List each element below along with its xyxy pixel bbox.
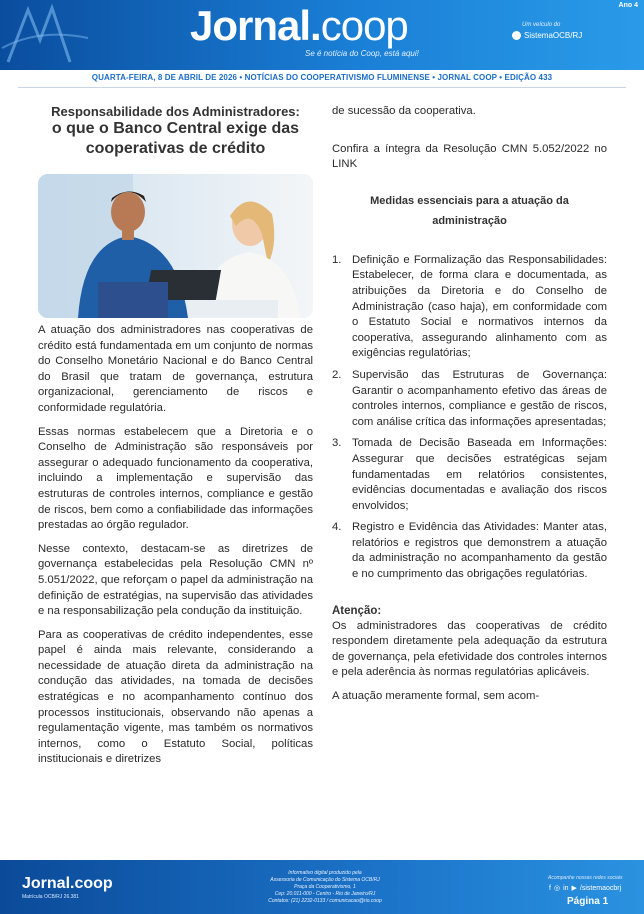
logo-brand: coop: [320, 2, 408, 49]
paragraph: Os administradores das cooperativas de crédito respondem diretamente pela adequação da estrutura de governança, pela efetividade dos controles internos e pela aderência às normas regulatórias aplicáveis.: [332, 619, 607, 679]
title-line-3: cooperativas de crédito: [85, 140, 266, 157]
article-body-left: [38, 323, 313, 776]
measures-title: [332, 191, 607, 231]
ocb-icon: [512, 31, 521, 40]
masthead: [0, 0, 644, 70]
list-text: Registro e Evidência das Atividades: Manter atas, relatórios e registros que demonstrem a atuação da administração no acompanhamento da gestão e no cumprimento das obrigações regulatórias.: [352, 521, 607, 581]
article-photo: [38, 174, 313, 318]
list-number: 1.: [332, 253, 342, 266]
office-meeting-photo-icon: [38, 174, 313, 318]
paragraph: A atuação meramente formal, sem acom-: [332, 690, 540, 703]
list-number: 3.: [332, 437, 342, 450]
list-item: [332, 520, 607, 582]
article-title: [38, 104, 313, 159]
list-number: 4.: [332, 521, 342, 534]
newspaper-logo: [190, 2, 408, 50]
title-line-1: Responsabilidade dos Administradores:: [51, 104, 300, 119]
credit-line: Informativo digital produzido pela: [288, 870, 362, 876]
resolution-link[interactable]: Confira a íntegra da Resolução CMN 5.052/2022 no LINK: [332, 142, 607, 171]
facebook-icon[interactable]: f: [549, 884, 551, 892]
social-links: [549, 884, 621, 892]
youtube-icon[interactable]: ▶: [571, 885, 577, 892]
divider: [18, 87, 626, 88]
list-item: [332, 436, 607, 514]
measures-list: [332, 253, 607, 583]
edition-year: Ano 4: [618, 2, 638, 9]
paragraph: Nesse contexto, destacam-se as diretrizes de governança estabelecidas pela Resolução CMN nº 5.051/2022, que reforçam o papel da administração na definição de estratégias, na supervisão das atividades e na responsabilização pela condução da instituição.: [38, 542, 313, 618]
social-handle[interactable]: /sistemaocbrj: [579, 884, 622, 892]
credit-line: Contatos: (21) 2232-0133 / comunicacao@rio.coop: [268, 898, 382, 904]
tagline: Se é notícia do Coop, está aqui!: [305, 49, 419, 58]
paragraph: Para as cooperativas de crédito independentes, esse papel é ainda mais relevante, considerando a necessidade de atuação direta da administração na condução das atividades, na tomada de decisões estratégicas e no acompanhamento contínuo dos processos institucionais, observando não apenas a regulamentação vigente, mas também os normativos internos, como o Estatuto Social, políticas institucionais e diretrizes: [38, 628, 313, 766]
list-item: [332, 368, 607, 430]
instagram-icon[interactable]: ◎: [553, 885, 561, 892]
paragraph: A atuação dos administradores nas cooperativas de crédito está fundamentada em um conjunto de normas do Conselho Monetário Nacional e do Banco Central do Brasil que tratam de governança, estrutura organizacional, gerenciamento de riscos e conformidade regulatória.: [38, 324, 313, 414]
list-text: Tomada de Decisão Baseada em Informações: Assegurar que decisões estratégicas sejam fundamentadas em relatórios consistentes, evidências documentadas e avaliação dos riscos envolvidos;: [352, 437, 607, 512]
title-line-2: o que o Banco Central exige das: [51, 120, 300, 137]
page-number: Página 1: [567, 896, 609, 907]
measures-title-line-1: Medidas essenciais para a atuação da: [370, 194, 569, 207]
article-body-right: [332, 104, 607, 705]
paragraph: Essas normas estabelecem que a Diretoria e o Conselho de Administração são responsáveis por assegurar o adequado funcionamento da cooperativa, incluindo a implementação e supervisão das estruturas de controles internos, compliance e gestão de riscos, bem como a confiabilidade das informações prestadas ao órgão regulador.: [38, 425, 313, 532]
watermark-logo-icon: [0, 0, 90, 70]
attention-heading: Atenção:: [332, 604, 382, 617]
partner-logo: [512, 31, 582, 40]
partner-caption: Um veículo do: [522, 22, 561, 28]
linkedin-icon[interactable]: in: [563, 884, 569, 892]
footer: [0, 860, 644, 914]
footer-logo-sub: Matrícula OCB/RJ 26.381: [22, 894, 79, 900]
footer-credits: [250, 870, 400, 905]
measures-title-line-2: administração: [432, 214, 507, 227]
footer-logo: Jornal.coop: [22, 875, 113, 892]
list-text: Supervisão das Estruturas de Governança: Garantir o acompanhamento efetivo das áreas de controles internos, compliance e gestão de riscos, com análise crítica das informações apresentadas;: [352, 368, 607, 428]
credit-line: Assessoria de Comunicação do Sistema OCB/RJ: [270, 877, 380, 883]
dateline: QUARTA-FEIRA, 8 DE ABRIL DE 2026 • NOTÍCIAS DO COOPERATIVISMO FLUMINENSE • JORNAL COOP • EDIÇÃO 433: [91, 73, 553, 82]
credit-line: Praça da Cooperativismo, 1: [294, 884, 356, 890]
list-text: Definição e Formalização das Responsabilidades: Estabelecer, de forma clara e documentada, as atribuições da Diretoria e do Conselho de Administração (caso haja), em conformidade com o Estatuto Social e normativos internos da cooperativa, assegurando alinhamento com as exigências regulatórias;: [352, 253, 607, 360]
partner-logo-text: SistemaOCB/RJ: [524, 31, 583, 40]
list-item: [332, 253, 607, 362]
paragraph-continuation: de sucessão da cooperativa.: [332, 105, 476, 117]
logo-main: Jornal.: [190, 2, 321, 49]
list-number: 2.: [332, 368, 342, 381]
follow-caption: Acompanhe nossas redes sociais: [548, 875, 623, 881]
credit-line: Cep: 20.011-000 - Centro - Rio de Janeiro/RJ: [274, 891, 376, 897]
